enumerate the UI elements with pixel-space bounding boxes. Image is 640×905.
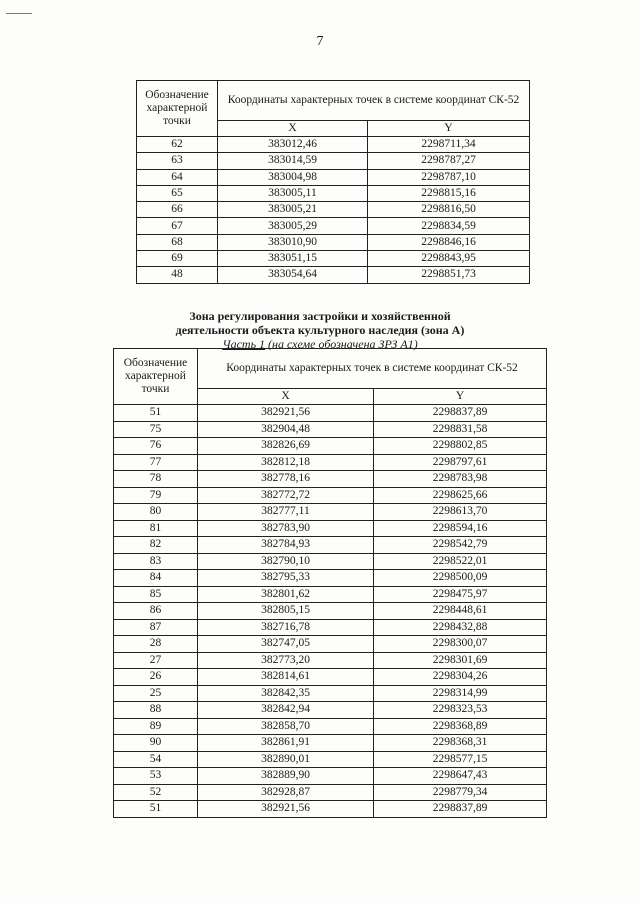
y-coordinate-cell: 2298797,61	[374, 454, 547, 471]
point-cell: 86	[114, 603, 198, 620]
x-coordinate-cell: 382861,91	[198, 735, 374, 752]
x-coordinate-cell: 382783,90	[198, 520, 374, 537]
table-row	[114, 487, 547, 504]
x-coordinate-cell: 383054,64	[218, 267, 368, 283]
point-cell: 65	[137, 185, 218, 201]
y-coordinate-cell: 2298304,26	[374, 669, 547, 686]
y-coordinate-cell: 2298475,97	[374, 586, 547, 603]
y-coordinate-cell: 2298711,34	[368, 137, 530, 153]
table-row	[137, 153, 530, 169]
y-coordinate-cell: 2298787,10	[368, 169, 530, 185]
column-header-point: Обозначение характерной точки	[114, 349, 198, 405]
table-row	[114, 570, 547, 587]
table-row	[137, 202, 530, 218]
point-cell: 62	[137, 137, 218, 153]
y-coordinate-cell: 2298831,58	[374, 421, 547, 438]
y-coordinate-cell: 2298846,16	[368, 234, 530, 250]
point-cell: 87	[114, 619, 198, 636]
table-row	[114, 751, 547, 768]
y-coordinate-cell: 2298613,70	[374, 504, 547, 521]
y-coordinate-cell: 2298837,89	[374, 405, 547, 422]
x-coordinate-cell: 383005,29	[218, 218, 368, 234]
x-coordinate-cell: 383005,11	[218, 185, 368, 201]
point-cell: 48	[137, 267, 218, 283]
table-row	[137, 185, 530, 201]
table-row	[114, 504, 547, 521]
table-row	[137, 137, 530, 153]
coordinates-table-2	[113, 348, 547, 818]
x-coordinate-cell: 382773,20	[198, 652, 374, 669]
table-row	[114, 405, 547, 422]
x-coordinate-cell: 382921,56	[198, 801, 374, 818]
point-cell: 83	[114, 553, 198, 570]
point-cell: 88	[114, 702, 198, 719]
x-coordinate-cell: 383005,21	[218, 202, 368, 218]
x-coordinate-cell: 382814,61	[198, 669, 374, 686]
x-coordinate-cell: 383051,15	[218, 251, 368, 267]
table-row	[137, 234, 530, 250]
x-coordinate-cell: 382778,16	[198, 471, 374, 488]
x-coordinate-cell: 382826,69	[198, 438, 374, 455]
x-coordinate-cell: 382921,56	[198, 405, 374, 422]
point-cell: 82	[114, 537, 198, 554]
x-coordinate-cell: 382890,01	[198, 751, 374, 768]
table-row	[114, 438, 547, 455]
section-title	[0, 309, 640, 351]
section-subtitle-note: (на схеме обозначена ЗРЗ А1)	[265, 337, 418, 351]
table-row	[114, 586, 547, 603]
x-coordinate-cell: 382772,72	[198, 487, 374, 504]
table-row	[114, 636, 547, 653]
x-coordinate-cell: 383014,59	[218, 153, 368, 169]
point-cell: 64	[137, 169, 218, 185]
point-cell: 85	[114, 586, 198, 603]
table-row	[114, 537, 547, 554]
column-header-point: Обозначение характерной точки	[137, 81, 218, 137]
y-coordinate-cell: 2298815,16	[368, 185, 530, 201]
table-row	[114, 619, 547, 636]
x-coordinate-cell: 382904,48	[198, 421, 374, 438]
table-row	[137, 251, 530, 267]
table-row	[137, 169, 530, 185]
y-coordinate-cell: 2298647,43	[374, 768, 547, 785]
point-cell: 63	[137, 153, 218, 169]
column-header-x: X	[198, 389, 374, 405]
point-cell: 80	[114, 504, 198, 521]
point-cell: 52	[114, 784, 198, 801]
table-row	[114, 471, 547, 488]
point-cell: 84	[114, 570, 198, 587]
section-subtitle-part: Часть 1	[222, 337, 266, 351]
point-cell: 79	[114, 487, 198, 504]
y-coordinate-cell: 2298522,01	[374, 553, 547, 570]
y-coordinate-cell: 2298577,15	[374, 751, 547, 768]
coordinates-table-1	[136, 80, 530, 284]
y-coordinate-cell: 2298594,16	[374, 520, 547, 537]
table-row	[114, 718, 547, 735]
point-cell: 25	[114, 685, 198, 702]
point-cell: 90	[114, 735, 198, 752]
x-coordinate-cell: 383010,90	[218, 234, 368, 250]
column-header-y: Y	[368, 121, 530, 137]
table-body	[137, 137, 530, 284]
y-coordinate-cell: 2298802,85	[374, 438, 547, 455]
x-coordinate-cell: 382842,94	[198, 702, 374, 719]
table-row	[114, 702, 547, 719]
table-row	[114, 801, 547, 818]
table-row	[114, 454, 547, 471]
y-coordinate-cell: 2298843,95	[368, 251, 530, 267]
y-coordinate-cell: 2298787,27	[368, 153, 530, 169]
x-coordinate-cell: 383004,98	[218, 169, 368, 185]
table-row	[114, 685, 547, 702]
point-cell: 67	[137, 218, 218, 234]
point-cell: 75	[114, 421, 198, 438]
x-coordinate-cell: 382842,35	[198, 685, 374, 702]
x-coordinate-cell: 382889,90	[198, 768, 374, 785]
x-coordinate-cell: 382795,33	[198, 570, 374, 587]
x-coordinate-cell: 382716,78	[198, 619, 374, 636]
x-coordinate-cell: 382928,87	[198, 784, 374, 801]
table-row	[114, 421, 547, 438]
x-coordinate-cell: 382790,10	[198, 553, 374, 570]
y-coordinate-cell: 2298368,31	[374, 735, 547, 752]
point-cell: 78	[114, 471, 198, 488]
y-coordinate-cell: 2298301,69	[374, 652, 547, 669]
x-coordinate-cell: 382858,70	[198, 718, 374, 735]
x-coordinate-cell: 382801,62	[198, 586, 374, 603]
x-coordinate-cell: 382805,15	[198, 603, 374, 620]
column-header-y: Y	[374, 389, 547, 405]
x-coordinate-cell: 382747,05	[198, 636, 374, 653]
point-cell: 89	[114, 718, 198, 735]
point-cell: 27	[114, 652, 198, 669]
point-cell: 66	[137, 202, 218, 218]
x-coordinate-cell: 382777,11	[198, 504, 374, 521]
point-cell: 26	[114, 669, 198, 686]
table-row	[114, 520, 547, 537]
table-row	[137, 267, 530, 283]
section-title-line-2: деятельности объекта культурного наследия (зона А)	[175, 323, 465, 337]
table-row	[114, 784, 547, 801]
table-row	[114, 735, 547, 752]
point-cell: 53	[114, 768, 198, 785]
y-coordinate-cell: 2298816,50	[368, 202, 530, 218]
y-coordinate-cell: 2298500,09	[374, 570, 547, 587]
table-row	[114, 669, 547, 686]
column-header-coordinates: Координаты характерных точек в системе координат СК-52	[218, 81, 530, 121]
y-coordinate-cell: 2298851,73	[368, 267, 530, 283]
section-title-line-1: Зона регулирования застройки и хозяйственной	[189, 309, 451, 323]
point-cell: 51	[114, 801, 198, 818]
point-cell: 28	[114, 636, 198, 653]
table-row	[114, 768, 547, 785]
y-coordinate-cell: 2298448,61	[374, 603, 547, 620]
table-row	[137, 218, 530, 234]
y-coordinate-cell: 2298625,66	[374, 487, 547, 504]
y-coordinate-cell: 2298779,34	[374, 784, 547, 801]
x-coordinate-cell: 382812,18	[198, 454, 374, 471]
y-coordinate-cell: 2298542,79	[374, 537, 547, 554]
y-coordinate-cell: 2298837,89	[374, 801, 547, 818]
y-coordinate-cell: 2298834,59	[368, 218, 530, 234]
x-coordinate-cell: 383012,46	[218, 137, 368, 153]
point-cell: 76	[114, 438, 198, 455]
point-cell: 51	[114, 405, 198, 422]
point-cell: 81	[114, 520, 198, 537]
y-coordinate-cell: 2298432,88	[374, 619, 547, 636]
point-cell: 68	[137, 234, 218, 250]
table-row	[114, 553, 547, 570]
point-cell: 69	[137, 251, 218, 267]
y-coordinate-cell: 2298300,07	[374, 636, 547, 653]
point-cell: 77	[114, 454, 198, 471]
column-header-x: X	[218, 121, 368, 137]
y-coordinate-cell: 2298323,53	[374, 702, 547, 719]
point-cell: 54	[114, 751, 198, 768]
scan-corner-mark	[6, 13, 32, 14]
table-body	[114, 405, 547, 818]
table-row	[114, 603, 547, 620]
y-coordinate-cell: 2298314,99	[374, 685, 547, 702]
x-coordinate-cell: 382784,93	[198, 537, 374, 554]
page-number: 7	[316, 34, 324, 49]
y-coordinate-cell: 2298783,98	[374, 471, 547, 488]
column-header-coordinates: Координаты характерных точек в системе координат СК-52	[198, 349, 547, 389]
y-coordinate-cell: 2298368,89	[374, 718, 547, 735]
table-row	[114, 652, 547, 669]
